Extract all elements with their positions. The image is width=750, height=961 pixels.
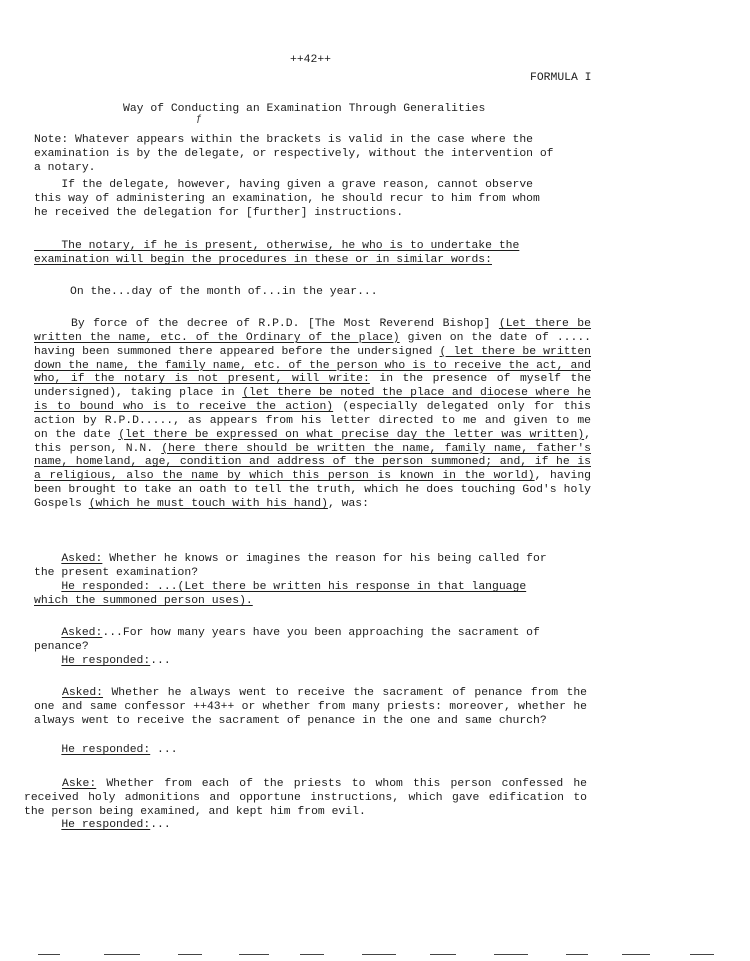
q2-asked-label: Asked: (61, 627, 103, 639)
q1-asked-line-1 (34, 553, 547, 567)
main-para-s11: , having been brought to take an oath to tell the truth, which he does touching God's holy Gospels (34, 470, 591, 510)
q3-response-label: He responded: (61, 744, 151, 756)
q4-asked (24, 777, 587, 819)
q3-asked-text: Whether he always went to receive the sacrament of penance from the one and same confessor ++43++ or whether from many priests: moreover, whether he always went to receive the sacrament of penance in the one and same church? (34, 687, 587, 727)
q2-response-text: ... (150, 655, 171, 667)
note-line-1: Note: Whatever appears within the brackets is valid in the case where the (34, 134, 533, 146)
q3-asked-label: Asked: (62, 687, 104, 699)
q4-asked-text: Whether from each of the priests to whom this person confessed he received holy admonitions and opportune instructions, which gave edification to the person being examined, and kept him from evil. (24, 778, 587, 818)
q3-response-text: ... (150, 744, 178, 756)
notary-instruction-text-1: The notary, if he is present, otherwise, he who is to undertake the (34, 240, 520, 252)
main-para-s4: ( let there be written down the name, the family name, etc. of the person who is to receive the act, and who, if the notary is not present, will write: (34, 345, 592, 386)
main-para-s12: (which he must touch with his hand) (88, 497, 328, 510)
notary-instruction-line-2 (34, 254, 492, 268)
q2-asked-line-2: penance? (34, 641, 89, 653)
q1-response-line-1 (34, 581, 526, 595)
bottom-mark (566, 954, 588, 955)
q1-response-line-2 (34, 595, 253, 609)
q2-asked-text-1: ...For how many years have you been approaching the sacrament of (102, 627, 540, 639)
main-para-s9: , this person, N.N. (34, 428, 591, 455)
bottom-mark (430, 954, 456, 955)
q1-asked-line-2: the present examination? (34, 567, 199, 579)
q4-response-text: ... (150, 819, 171, 831)
bottom-mark (239, 954, 269, 955)
bottom-mark (622, 954, 650, 955)
main-para-s7: (especially delegated only for this action by R.P.D....., as appears from his letter directed to me and given to me on the date (34, 401, 591, 441)
note-line-4: If the delegate, however, having given a grave reason, cannot observe (34, 179, 533, 191)
date-line: On the...day of the month of...in the year... (70, 286, 378, 298)
pen-mark: ƒ (196, 114, 203, 125)
main-para-s2: (Let there be written the name, etc. of the Ordinary of the place) (34, 318, 591, 344)
page-number: ++42++ (290, 54, 332, 66)
formula-label: FORMULA I (530, 72, 592, 84)
q2-response-label: He responded: (61, 655, 151, 667)
note-line-5: this way of administering an examination, he should recur to him from whom (34, 193, 540, 205)
q1-asked-label: Asked: (61, 553, 103, 565)
main-para-s13: , was: (327, 497, 369, 510)
bottom-mark (178, 954, 202, 955)
note-line-2: examination is by the delegate, or respectively, without the intervention of (34, 148, 554, 160)
note-line-3: a notary. (34, 162, 96, 174)
page-title: Way of Conducting an Examination Through Generalities (123, 103, 486, 115)
main-para-s1: By force of the decree of R.P.D. [The Most Reverend Bishop] (71, 318, 499, 330)
main-paragraph (34, 318, 591, 512)
q4-response-label: He responded: (61, 819, 151, 831)
main-para-s8: (let there be expressed on what precise day the letter was written) (118, 428, 585, 441)
notary-instruction-text-2: examination will begin the procedures in these or in similar words: (34, 254, 492, 266)
q1-response-text-2: which the summoned person uses). (34, 595, 253, 607)
q2-response (34, 655, 171, 669)
q3-asked (34, 686, 587, 728)
bottom-mark (38, 954, 60, 955)
notary-instruction-line-1 (34, 240, 519, 254)
bottom-mark (362, 954, 396, 955)
bottom-mark (104, 954, 140, 955)
bottom-mark (300, 954, 324, 955)
main-para-s3: given on the date of ..... having been summoned there appeared before the undersigned (34, 331, 591, 358)
bottom-mark (690, 954, 714, 955)
q2-asked-line-1 (34, 627, 540, 641)
q3-response (34, 744, 178, 758)
main-para-s5: in the presence of myself the undersigned), taking place in (34, 373, 591, 400)
q4-asked-label: Aske: (62, 778, 97, 790)
q4-response (34, 819, 171, 833)
bottom-mark (494, 954, 528, 955)
main-para-s10: (here there should be written the name, family name, father's name, homeland, age, condition and address of the person summoned; and, if he is a religious, also the name by which this person is known in the world) (34, 442, 592, 483)
q1-asked-text-1: Whether he knows or imagines the reason for his being called for (102, 553, 547, 565)
q1-response-label: He responded: (61, 581, 151, 593)
q1-response-text-1: ...(Let there be written his response in that language (150, 581, 527, 593)
main-para-s6: (let there be noted the place and diocese where he is to bound who is to receive the action) (34, 387, 591, 414)
note-line-6: he received the delegation for [further] instructions. (34, 207, 404, 219)
